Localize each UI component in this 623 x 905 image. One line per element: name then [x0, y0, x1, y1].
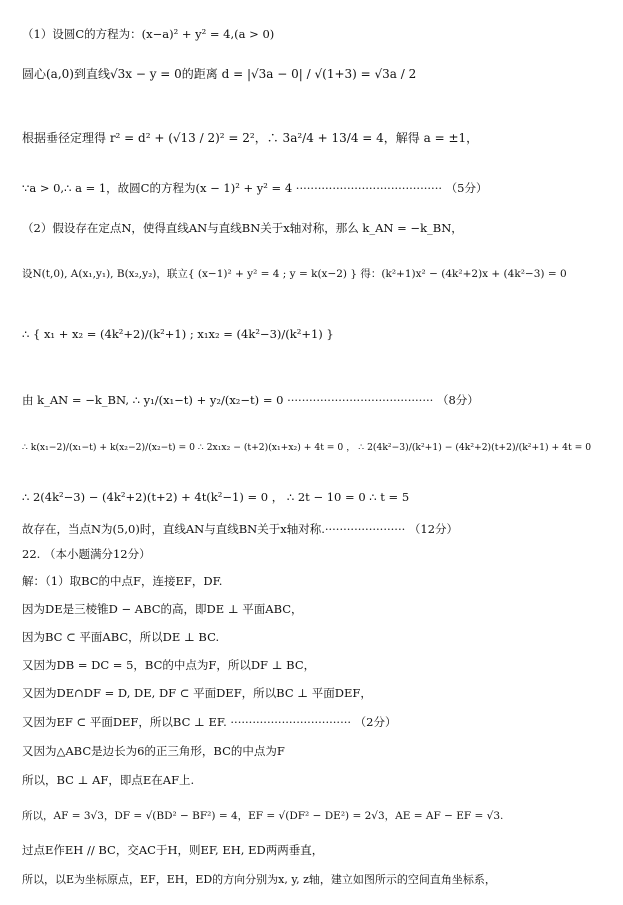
- text-line-7: ∴ { x₁ + x₂ = (4k²+2)/(k²+1) ; x₁x₂ = (4k²−3)/(k²+1) }: [22, 327, 334, 341]
- text-line-19: 又因为△ABC是边长为6的正三角形，BC的中点为F: [22, 744, 285, 758]
- text-line-10: ∴ 2(4k²−3) − (4k²+2)(t+2) + 4t(k²−1) = 0 ， ∴ 2t − 10 = 0 ∴ t = 5: [22, 490, 410, 504]
- text-line-13: 解：（1）取BC的中点F，连接EF，DF.: [22, 574, 223, 588]
- text-line-9: ∴ k(x₁−2)/(x₁−t) + k(x₂−2)/(x₂−t) = 0 ∴ 2x₁x₂ − (t+2)(x₁+x₂) + 4t = 0 ， ∴ 2(4k²−3)/(k²+1) − (4k²+2)(t+2)/(k²+1) + 4t = 0: [22, 442, 592, 453]
- text-line-17: 又因为DE∩DF = D, DE, DF ⊂ 平面DEF，所以BC ⊥ 平面DEF，: [22, 686, 372, 700]
- text-line-11: 故存在，当点N为(5,0)时，直线AN与直线BN关于x轴对称.······················ （12分）: [22, 522, 459, 536]
- text-line-16: 又因为DB = DC = 5，BC的中点为F，所以DF ⊥ BC，: [22, 658, 316, 672]
- text-line-20: 所以，BC ⊥ AF，即点E在AF上.: [22, 773, 195, 787]
- text-line-23: 所以，以E为坐标原点，EF，EH，ED的方向分别为x, y, z轴，建立如图所示的空间直角坐标系，: [22, 873, 496, 886]
- text-line-15: 因为BC ⊂ 平面ABC，所以DE ⊥ BC.: [22, 630, 220, 644]
- text-line-14: 因为DE是三棱锥D − ABC的高，即DE ⊥ 平面ABC，: [22, 602, 303, 616]
- text-line-3: 根据垂径定理得 r² = d² + (√13 / 2)² = 2²，∴ 3a²/4 + 13/4 = 4，解得 a = ±1，: [22, 131, 479, 145]
- text-line-22: 过点E作EH // BC，交AC于H，则EF, EH, ED两两垂直，: [22, 843, 324, 857]
- text-line-2: 圆心(a,0)到直线√3x − y = 0的距离 d = |√3a − 0| / √(1+3) = √3a / 2: [22, 67, 417, 81]
- text-line-1: （1）设圆C的方程为：(x−a)² + y² = 4,(a > 0): [22, 27, 275, 41]
- text-line-18: 又因为EF ⊂ 平面DEF，所以BC ⊥ EF. ································· （2分）: [22, 715, 397, 729]
- text-line-4: ∵a > 0,∴ a = 1，故圆C的方程为(x − 1)² + y² = 4 ········································ （5分）: [22, 181, 488, 195]
- text-line-21: 所以，AF = 3√3，DF = √(BD² − BF²) = 4，EF = √(DF² − DE²) = 2√3，AE = AF − EF = √3.: [22, 810, 504, 822]
- text-line-12: 22. （本小题满分12分）: [22, 547, 151, 561]
- text-line-8: 由 k_AN = −k_BN, ∴ y₁/(x₁−t) + y₂/(x₂−t) = 0 ········································ （8分）: [22, 393, 479, 407]
- text-line-5: （2）假设存在定点N，使得直线AN与直线BN关于x轴对称，那么 k_AN = −k_BN，: [22, 221, 463, 235]
- text-line-6: 设N(t,0), A(x₁,y₁), B(x₂,y₂)，联立{ (x−1)² + y² = 4 ; y = k(x−2) } 得：(k²+1)x² − (4k²+2)x + (4k²−3) = 0: [22, 268, 567, 280]
